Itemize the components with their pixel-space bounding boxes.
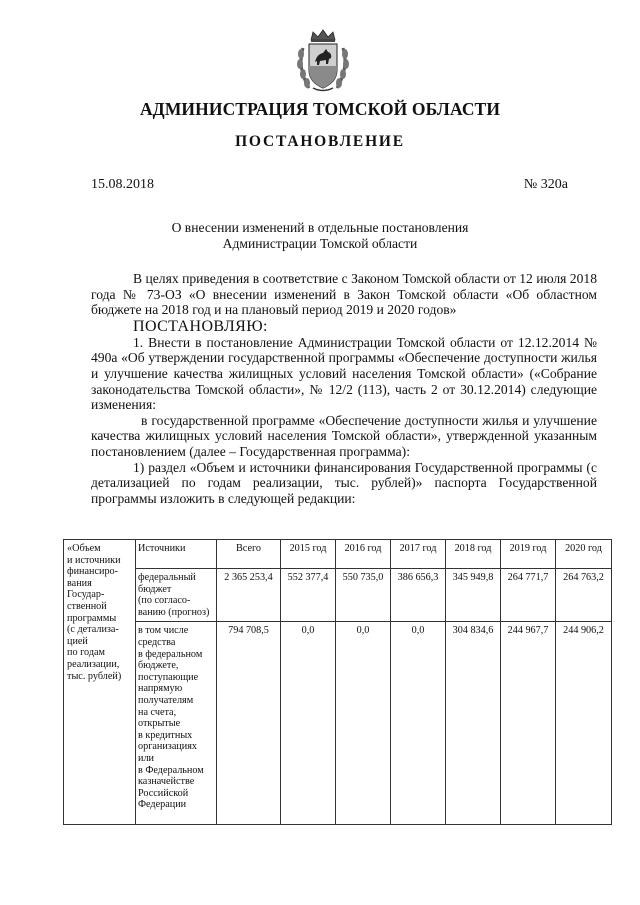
table-header-cell: 2015 год — [281, 540, 336, 569]
body-paragraph-preamble: В целях приведения в соответствие с Законом Томской области от 12 июля 2018 года № 73-ОЗ «О внесении изменений в Закон Томской области «Об областном бюджете на 2018 год и на плановый период 2019 и 2020 годов» — [91, 271, 597, 318]
table-source-cell — [136, 569, 217, 622]
table-row — [64, 569, 612, 622]
table-cell: 345 949,8 — [446, 569, 501, 622]
table-source-cell — [136, 622, 217, 825]
document-type-title: ПОСТАНОВЛЕНИЕ — [235, 133, 405, 150]
tomsk-oblast-coat-of-arms-icon — [295, 28, 351, 94]
table-cell: 552 377,4 — [281, 569, 336, 622]
table-header-row — [64, 540, 612, 569]
table-header-cell: 2019 год — [501, 540, 556, 569]
table-cell: 550 735,0 — [336, 569, 391, 622]
table-cell: 264 771,7 — [501, 569, 556, 622]
table-row-label — [64, 540, 136, 825]
table-cell: 0,0 — [391, 622, 446, 825]
document-body — [91, 271, 597, 506]
table-cell: 0,0 — [281, 622, 336, 825]
source-text: федеральный бюджет (по согласо- ванию (прогноз) — [138, 572, 210, 618]
body-paragraph-program: в государственной программе «Обеспечение доступности жилья и улучшение качества жилищных условий населения Томской области», утвержденной указанным постановлением (далее – Государственная программа): — [91, 412, 597, 459]
table-header-cell: 2020 год — [556, 540, 612, 569]
document-subject — [0, 220, 640, 252]
row-label-text: «Объем и источники финансиро- вания Государ- ственной программы (с детализа- цией по годам реализации, тыс. рублей) — [67, 543, 122, 682]
table-header-cell: Всего — [217, 540, 281, 569]
table-cell: 244 967,7 — [501, 622, 556, 825]
body-resolve-word: ПОСТАНОВЛЯЮ: — [133, 317, 268, 335]
table-header-cell: 2017 год — [391, 540, 446, 569]
table-row — [64, 622, 612, 825]
table-header-cell: Источники — [136, 540, 217, 569]
table-header-cell: 2018 год — [446, 540, 501, 569]
subject-line-2: Администрации Томской области — [222, 236, 418, 251]
table-header-cell: 2016 год — [336, 540, 391, 569]
body-paragraph-item-1: 1. Внести в постановление Администрации Томской области от 12.12.2014 № 490а «Об утверждении государственной программы «Обеспечение доступности жилья и улучшение качества жилищных условий населения Томской области» («Собрание законодательства Томской области», № 12/2 (113), часть 2 от 30.12.2014) следующие изменения: — [91, 334, 597, 413]
body-paragraph-section: 1) раздел «Объем и источники финансирования Государственной программы (с детализацией по годам реализации, тыс. рублей)» паспорта Государственной программы изложить в следующей редакции: — [91, 459, 597, 506]
table-cell: 0,0 — [336, 622, 391, 825]
organization-title: АДМИНИСТРАЦИЯ ТОМСКОЙ ОБЛАСТИ — [139, 99, 501, 119]
financing-table — [63, 539, 612, 825]
table-cell: 2 365 253,4 — [217, 569, 281, 622]
subject-line-1: О внесении изменений в отдельные постановления — [171, 220, 469, 235]
document-date: 15.08.2018 — [91, 177, 154, 192]
table-cell: 244 906,2 — [556, 622, 612, 825]
table-cell: 386 656,3 — [391, 569, 446, 622]
table-cell: 304 834,6 — [446, 622, 501, 825]
table-cell: 264 763,2 — [556, 569, 612, 622]
source-text: в том числе средства в федеральном бюджете, поступающие напрямую получателям на счета, открытые в кредитных организациях или в Федеральном казначействе Российской Федерации — [138, 625, 204, 811]
table-cell: 794 708,5 — [217, 622, 281, 825]
document-number: № 320а — [523, 177, 568, 192]
